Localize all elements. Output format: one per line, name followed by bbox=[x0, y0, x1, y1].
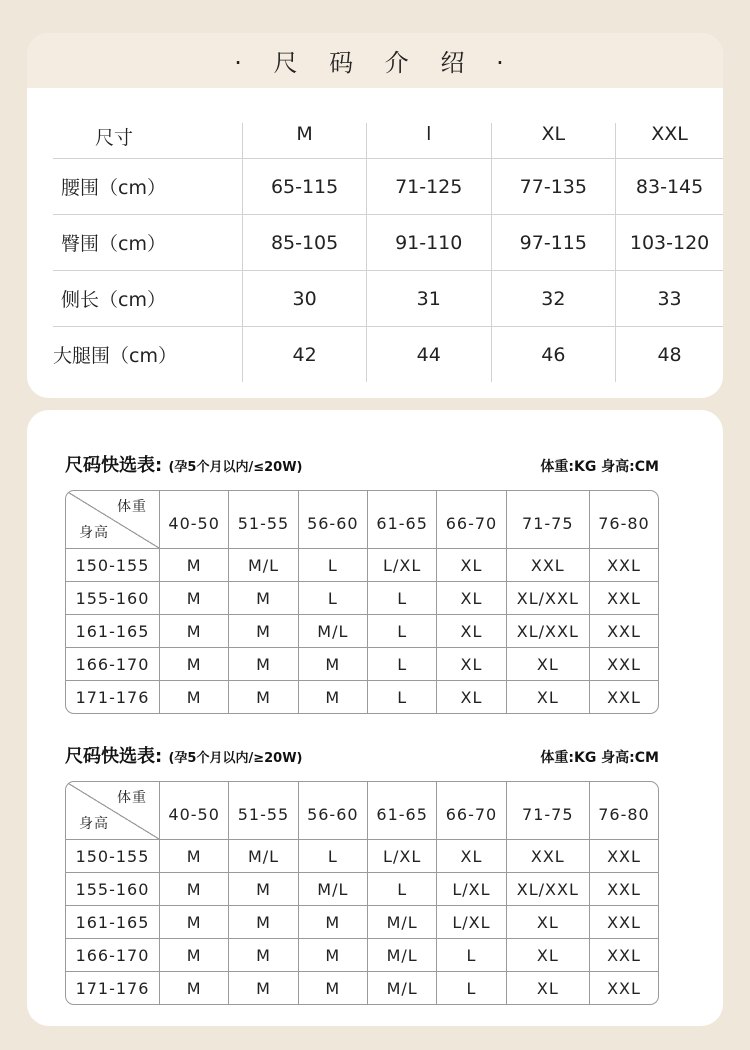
size-cell: XXL bbox=[590, 939, 658, 972]
table-cell: 46 bbox=[491, 327, 616, 383]
size-cell: L/XL bbox=[368, 840, 437, 873]
weight-header-cell: 56-60 bbox=[299, 782, 368, 840]
table-cell: 83-145 bbox=[616, 159, 723, 215]
quick-select-card bbox=[27, 410, 723, 1026]
size-cell: XL bbox=[437, 615, 506, 648]
header-cell: l bbox=[366, 123, 491, 159]
table-row bbox=[66, 648, 658, 681]
corner-height-label: 身高 bbox=[79, 816, 109, 832]
size-table bbox=[53, 123, 723, 382]
row-label: 侧长（cm） bbox=[53, 271, 243, 327]
table-row bbox=[66, 972, 658, 1004]
table-row bbox=[66, 681, 658, 713]
table-cell: 44 bbox=[366, 327, 491, 383]
table-row bbox=[66, 939, 658, 972]
weight-header-cell: 71-75 bbox=[507, 491, 590, 549]
table-cell: 32 bbox=[491, 271, 616, 327]
size-cell: M bbox=[160, 681, 229, 713]
table-cell: 71-125 bbox=[366, 159, 491, 215]
size-cell: L/XL bbox=[437, 873, 506, 906]
size-cell: M/L bbox=[299, 873, 368, 906]
size-cell: XXL bbox=[507, 549, 590, 582]
size-cell: XL bbox=[437, 582, 506, 615]
height-label: 155-160 bbox=[66, 582, 160, 615]
size-cell: L/XL bbox=[368, 549, 437, 582]
table-row bbox=[66, 582, 658, 615]
size-cell: L bbox=[368, 681, 437, 713]
corner-weight-label: 体重 bbox=[117, 499, 147, 515]
table-cell: 48 bbox=[616, 327, 723, 383]
height-label: 155-160 bbox=[66, 873, 160, 906]
table-row bbox=[66, 840, 658, 873]
table-cell: 85-105 bbox=[243, 215, 367, 271]
weight-header-cell: 61-65 bbox=[368, 491, 437, 549]
quick-select-table bbox=[65, 490, 659, 714]
size-cell: M bbox=[160, 873, 229, 906]
quick-select-title-text: 尺码快选表: bbox=[65, 455, 163, 476]
corner-weight-label: 体重 bbox=[117, 790, 147, 806]
size-cell: M bbox=[160, 582, 229, 615]
size-cell: XXL bbox=[590, 648, 658, 681]
table-cell: 30 bbox=[243, 271, 367, 327]
row-label: 臀围（cm） bbox=[53, 215, 243, 271]
weight-header-cell: 61-65 bbox=[368, 782, 437, 840]
unit-note: 体重:KG 身高:CM bbox=[540, 750, 659, 766]
table-row bbox=[66, 906, 658, 939]
size-cell: XXL bbox=[590, 615, 658, 648]
size-cell: M bbox=[160, 648, 229, 681]
table-cell: 42 bbox=[243, 327, 367, 383]
size-intro-card bbox=[27, 33, 723, 398]
height-label: 171-176 bbox=[66, 972, 160, 1004]
size-cell: XXL bbox=[590, 906, 658, 939]
size-cell: M bbox=[229, 582, 298, 615]
size-cell: L bbox=[368, 648, 437, 681]
size-cell: XL/XXL bbox=[507, 582, 590, 615]
size-cell: L bbox=[299, 840, 368, 873]
size-cell: M bbox=[229, 906, 298, 939]
size-cell: M/L bbox=[368, 972, 437, 1004]
size-cell: L bbox=[299, 549, 368, 582]
table-row bbox=[53, 271, 723, 327]
unit-note: 体重:KG 身高:CM bbox=[540, 459, 659, 475]
size-cell: L bbox=[299, 582, 368, 615]
size-cell: L/XL bbox=[437, 906, 506, 939]
size-cell: M/L bbox=[368, 906, 437, 939]
height-label: 150-155 bbox=[66, 549, 160, 582]
size-cell: XXL bbox=[590, 582, 658, 615]
row-label: 腰围（cm） bbox=[53, 159, 243, 215]
size-cell: M/L bbox=[229, 549, 298, 582]
table-cell: 77-135 bbox=[491, 159, 616, 215]
size-cell: M bbox=[299, 972, 368, 1004]
quick-select-table bbox=[65, 781, 659, 1005]
weight-header-cell: 71-75 bbox=[507, 782, 590, 840]
size-cell: M bbox=[160, 939, 229, 972]
corner-cell bbox=[66, 491, 160, 549]
quick-select-title-text: 尺码快选表: bbox=[65, 746, 163, 767]
size-cell: M bbox=[229, 939, 298, 972]
size-cell: XL bbox=[437, 840, 506, 873]
row-label: 大腿围（cm） bbox=[53, 345, 177, 367]
size-cell: M bbox=[299, 648, 368, 681]
size-cell: XL/XXL bbox=[507, 873, 590, 906]
size-cell: M bbox=[160, 615, 229, 648]
size-cell: M bbox=[229, 873, 298, 906]
height-label: 150-155 bbox=[66, 840, 160, 873]
quick-select-subtitle: (孕5个月以内/≤20W) bbox=[168, 460, 303, 475]
table-row bbox=[53, 327, 723, 383]
size-cell: L bbox=[437, 972, 506, 1004]
size-cell: XL bbox=[507, 681, 590, 713]
header-cell: M bbox=[243, 123, 367, 159]
size-cell: M/L bbox=[299, 615, 368, 648]
size-cell: M bbox=[160, 549, 229, 582]
quick-select-subtitle: (孕5个月以内/≥20W) bbox=[168, 751, 303, 766]
size-cell: M/L bbox=[368, 939, 437, 972]
size-cell: XL bbox=[507, 648, 590, 681]
table-cell: 97-115 bbox=[491, 215, 616, 271]
size-cell: M/L bbox=[229, 840, 298, 873]
weight-header-cell: 66-70 bbox=[437, 491, 506, 549]
weight-header-cell: 51-55 bbox=[229, 491, 298, 549]
size-cell: M bbox=[160, 906, 229, 939]
size-cell: XL bbox=[437, 648, 506, 681]
header-cell: XL bbox=[491, 123, 616, 159]
weight-header-cell: 56-60 bbox=[299, 491, 368, 549]
weight-header-cell: 40-50 bbox=[160, 491, 229, 549]
table-cell: 91-110 bbox=[366, 215, 491, 271]
height-label: 161-165 bbox=[66, 906, 160, 939]
size-cell: XL/XXL bbox=[507, 615, 590, 648]
height-label: 166-170 bbox=[66, 939, 160, 972]
size-cell: XXL bbox=[507, 840, 590, 873]
height-label: 171-176 bbox=[66, 681, 160, 713]
weight-header-cell: 76-80 bbox=[590, 782, 658, 840]
size-cell: M bbox=[299, 939, 368, 972]
weight-header-cell: 40-50 bbox=[160, 782, 229, 840]
weight-header-cell: 51-55 bbox=[229, 782, 298, 840]
height-label: 166-170 bbox=[66, 648, 160, 681]
corner-height-label: 身高 bbox=[79, 525, 109, 541]
quick-table-header-row bbox=[66, 782, 658, 840]
size-table-header-row bbox=[53, 123, 723, 159]
table-row bbox=[53, 159, 723, 215]
size-cell: L bbox=[368, 615, 437, 648]
size-cell: XXL bbox=[607, 687, 641, 707]
size-cell: L bbox=[437, 939, 506, 972]
size-cell: XL bbox=[507, 906, 590, 939]
table-row bbox=[66, 615, 658, 648]
size-cell: XXL bbox=[590, 549, 658, 582]
table-row bbox=[53, 215, 723, 271]
size-cell: XL bbox=[507, 939, 590, 972]
size-cell: L bbox=[368, 582, 437, 615]
size-cell: XL bbox=[437, 549, 506, 582]
table-cell: 103-120 bbox=[616, 215, 723, 271]
size-cell: M bbox=[229, 648, 298, 681]
size-intro-title: · 尺 码 介 绍 · bbox=[27, 33, 723, 88]
height-label: 161-165 bbox=[66, 615, 160, 648]
size-cell: M bbox=[229, 972, 298, 1004]
table-cell: 33 bbox=[616, 271, 723, 327]
table-cell: 31 bbox=[366, 271, 491, 327]
weight-header-cell: 66-70 bbox=[437, 782, 506, 840]
size-cell: M bbox=[299, 681, 368, 713]
table-row bbox=[66, 873, 658, 906]
quick-select-title bbox=[65, 742, 302, 768]
size-cell: M bbox=[229, 681, 298, 713]
size-cell: XL bbox=[437, 681, 506, 713]
table-row bbox=[66, 549, 658, 582]
size-cell: XL bbox=[507, 972, 590, 1004]
quick-table-header-row bbox=[66, 491, 658, 549]
size-cell: M bbox=[160, 840, 229, 873]
corner-cell bbox=[66, 782, 160, 840]
size-cell: XXL bbox=[590, 840, 658, 873]
header-cell: XXL bbox=[616, 123, 723, 159]
weight-header-cell: 76-80 bbox=[590, 491, 658, 549]
size-cell: M bbox=[160, 972, 229, 1004]
size-cell: M bbox=[229, 615, 298, 648]
size-cell: XXL bbox=[607, 978, 641, 998]
table-cell: 65-115 bbox=[243, 159, 367, 215]
quick-select-title bbox=[65, 451, 302, 477]
header-cell: 尺寸 bbox=[53, 123, 243, 159]
size-cell: L bbox=[368, 873, 437, 906]
size-cell: XXL bbox=[590, 873, 658, 906]
size-cell: M bbox=[299, 906, 368, 939]
